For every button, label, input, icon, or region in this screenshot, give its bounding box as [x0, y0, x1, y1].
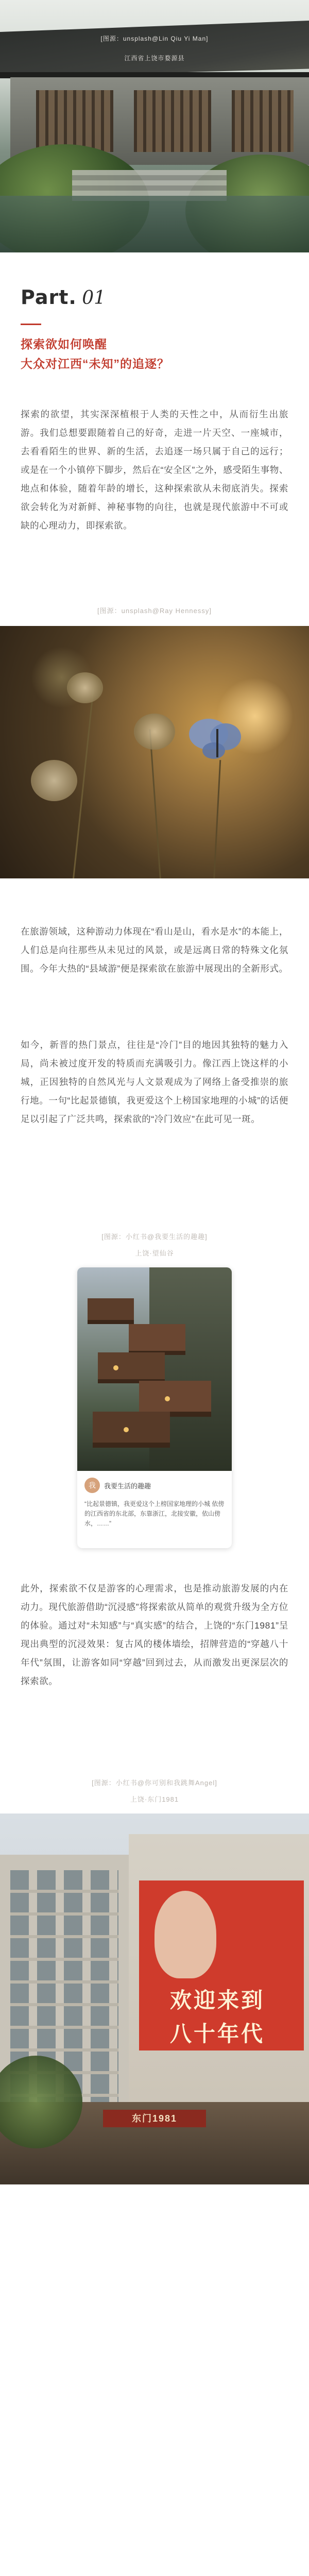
- social-post-card[interactable]: [77, 1267, 232, 1548]
- stilt-house: [93, 1412, 170, 1448]
- social-caption: [图源：小红书@我要生活的趣趣]: [101, 1233, 208, 1241]
- seed-head: [31, 760, 77, 801]
- bottom-caption: [图源：小红书@你可别和我跳舞Angel]: [92, 1779, 217, 1787]
- billboard-line2: 八十年代: [170, 2022, 265, 2046]
- grass-stem: [213, 760, 221, 878]
- body-paragraph-3: 如今，新晋的热门景点，往往是“冷门”目的地因其独特的魅力入局，尚未被过度开发的特质而充满吸引力。像江西上饶这样的小城，正因独特的自然风光与人文景观成为了网络上备受推崇的旅行地。一句“比起景德镇，我更爱这个上榜国家地理的小城”的话便足以引起了广泛共鸣，探索欲的“冷门效应”在此可见一斑。: [21, 1040, 288, 1124]
- bottom-photo: [0, 1814, 309, 2184]
- butterfly-icon: [185, 714, 247, 765]
- lantern-light: [113, 1365, 118, 1370]
- butterfly-photo: [0, 626, 309, 878]
- user-avatar[interactable]: 我: [84, 1478, 100, 1493]
- mural-figure: [154, 1891, 216, 1978]
- photo-location: 江西省上饶市婺源县: [124, 55, 185, 62]
- section-title-line1: 探索欲如何唤醒: [21, 337, 107, 351]
- stilt-house: [129, 1324, 185, 1355]
- part-divider: [21, 324, 41, 325]
- grass-stem: [149, 729, 162, 878]
- pond-water: [0, 196, 309, 252]
- stilt-house: [88, 1298, 134, 1324]
- roof-shape: [0, 21, 309, 77]
- part-label: Part.: [21, 286, 77, 309]
- post-photo: [77, 1267, 232, 1471]
- bottom-location: 上饶·东门1981: [130, 1795, 179, 1803]
- stilt-house: [98, 1352, 165, 1383]
- part-header: [21, 286, 288, 317]
- lattice-window: [36, 90, 113, 152]
- top-photo: [0, 0, 309, 252]
- body-paragraph-1: 探索的欲望，其实深深植根于人类的天性之中，从而衍生出旅游。我们总想要跟随着自己的好奇，走进一片天空、一座城市，去看看陌生的世界、新的生活，去追逐一场只属于自己的远行；或是在一个小镇停下脚步，然后在“安全区”之外，感受陌生事物、地点和体验，随着年龄的增长，这种探索欲从未彻底消失。探索欲会转化为对新鲜、神秘事物的向往，也就是现代旅游中不可或缺的心理动力，即探索欲。: [21, 409, 288, 531]
- body-paragraph-4: 此外，探索欲不仅是游客的心理需求，也是推动旅游发展的内在动力。现代旅游借助“沉浸感”将探索欲从简单的观赏升级为全方位的体验。通过对“未知感”与“真实感”的结合，上饶的“东门1981”呈现出典型的沉浸效果：复古风的楼体墙绘，招牌营造的“穿越八十年代”氛围，让游客如同“穿越”回到过去，从而激发出更深层次的探索欲。: [21, 1583, 288, 1686]
- part-number: 01: [82, 287, 106, 309]
- seed-head: [134, 714, 175, 750]
- lantern-light: [124, 1427, 129, 1432]
- lattice-window: [134, 90, 211, 152]
- lattice-window: [232, 90, 294, 152]
- lantern-light: [165, 1396, 170, 1401]
- butterfly-caption: [图源：unsplash@Ray Hennessy]: [97, 607, 212, 615]
- section-title-line2: 大众对江西“未知”的追逐？: [21, 357, 169, 370]
- social-location: 上饶·望仙谷: [135, 1249, 174, 1257]
- photo-caption: [图源：unsplash@Lin Qiu Yi Man]: [100, 35, 209, 42]
- billboard-line1: 欢迎来到: [170, 1988, 265, 2012]
- user-name[interactable]: 我要生活的趣趣: [104, 1482, 151, 1490]
- shop-sign: 东门1981: [103, 2110, 206, 2127]
- seed-head: [67, 672, 103, 703]
- post-text: “比起景德镇，我更爱这个上榜国家地理的小城 依傍的江西省的东北部，东靠浙江，北接安徽，依山傍水，……”: [84, 1500, 225, 1527]
- body-paragraph-2: 在旅游领域，这种游动力体现在“看山是山，看水是水”的本能上，人们总是向往那些从未见过的风景，或是远离日常的特殊文化氛围。今年大热的“县域游”便是探索欲在旅游中展现出的全新形式。: [21, 926, 288, 974]
